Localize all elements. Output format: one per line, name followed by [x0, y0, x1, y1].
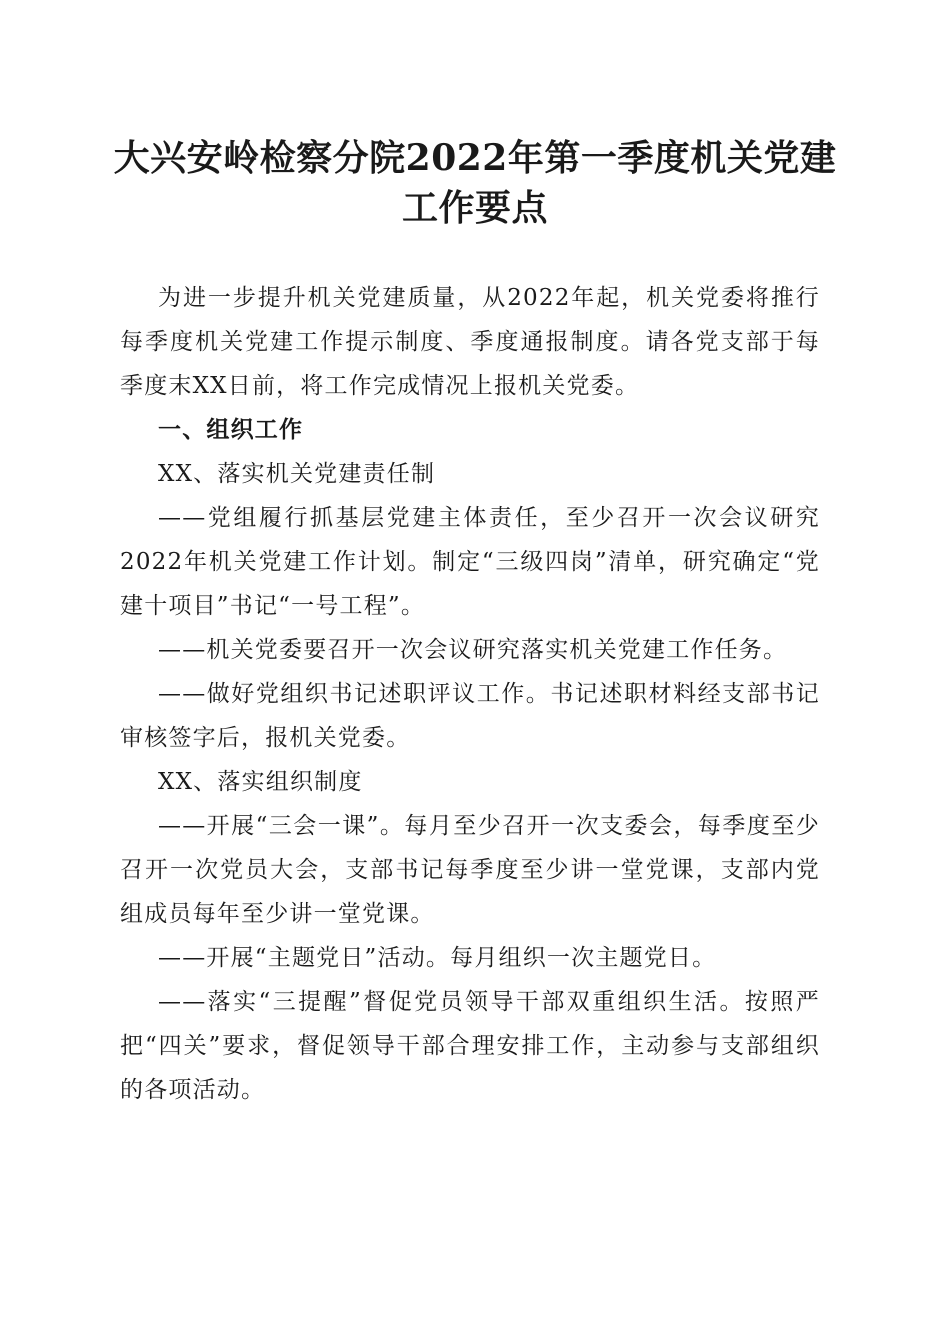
body-paragraph: ——落实“三提醒”督促党员领导干部双重组织生活。按照严把“四关”要求，督促领导干部合理安排工作，主动参与支部组织的各项活动。	[120, 989, 820, 1103]
document-body	[120, 276, 820, 1112]
body-paragraph: ——党组履行抓基层党建主体责任，至少召开一次会议研究2022年机关党建工作计划。制定“三级四岗”清单，研究确定“党建十项目”书记“一号工程”。	[120, 505, 820, 619]
document-title-line-2: 工作要点	[401, 187, 548, 229]
document-title-line-1: 大兴安岭检察分院2022年第一季度机关党建	[113, 137, 837, 179]
subsection-heading: XX、落实组织制度	[158, 769, 363, 795]
subsection-heading: XX、落实机关党建责任制	[158, 461, 436, 487]
body-paragraph: ——机关党委要召开一次会议研究落实机关党建工作任务。	[158, 637, 788, 663]
body-paragraph: ——做好党组织书记述职评议工作。书记述职材料经支部书记审核签字后，报机关党委。	[120, 681, 820, 751]
section-heading-organization: 一、组织工作	[158, 417, 304, 443]
body-paragraph: ——开展“三会一课”。每月至少召开一次支委会，每季度至少召开一次党员大会，支部书记每季度至少讲一堂党课，支部内党组成员每年至少讲一堂党课。	[120, 813, 820, 927]
body-paragraph: ——开展“主题党日”活动。每月组织一次主题党日。	[158, 945, 717, 971]
intro-paragraph: 为进一步提升机关党建质量，从2022年起，机关党委将推行每季度机关党建工作提示制度、季度通报制度。请各党支部于每季度末XX日前，将工作完成情况上报机关党委。	[120, 285, 820, 399]
